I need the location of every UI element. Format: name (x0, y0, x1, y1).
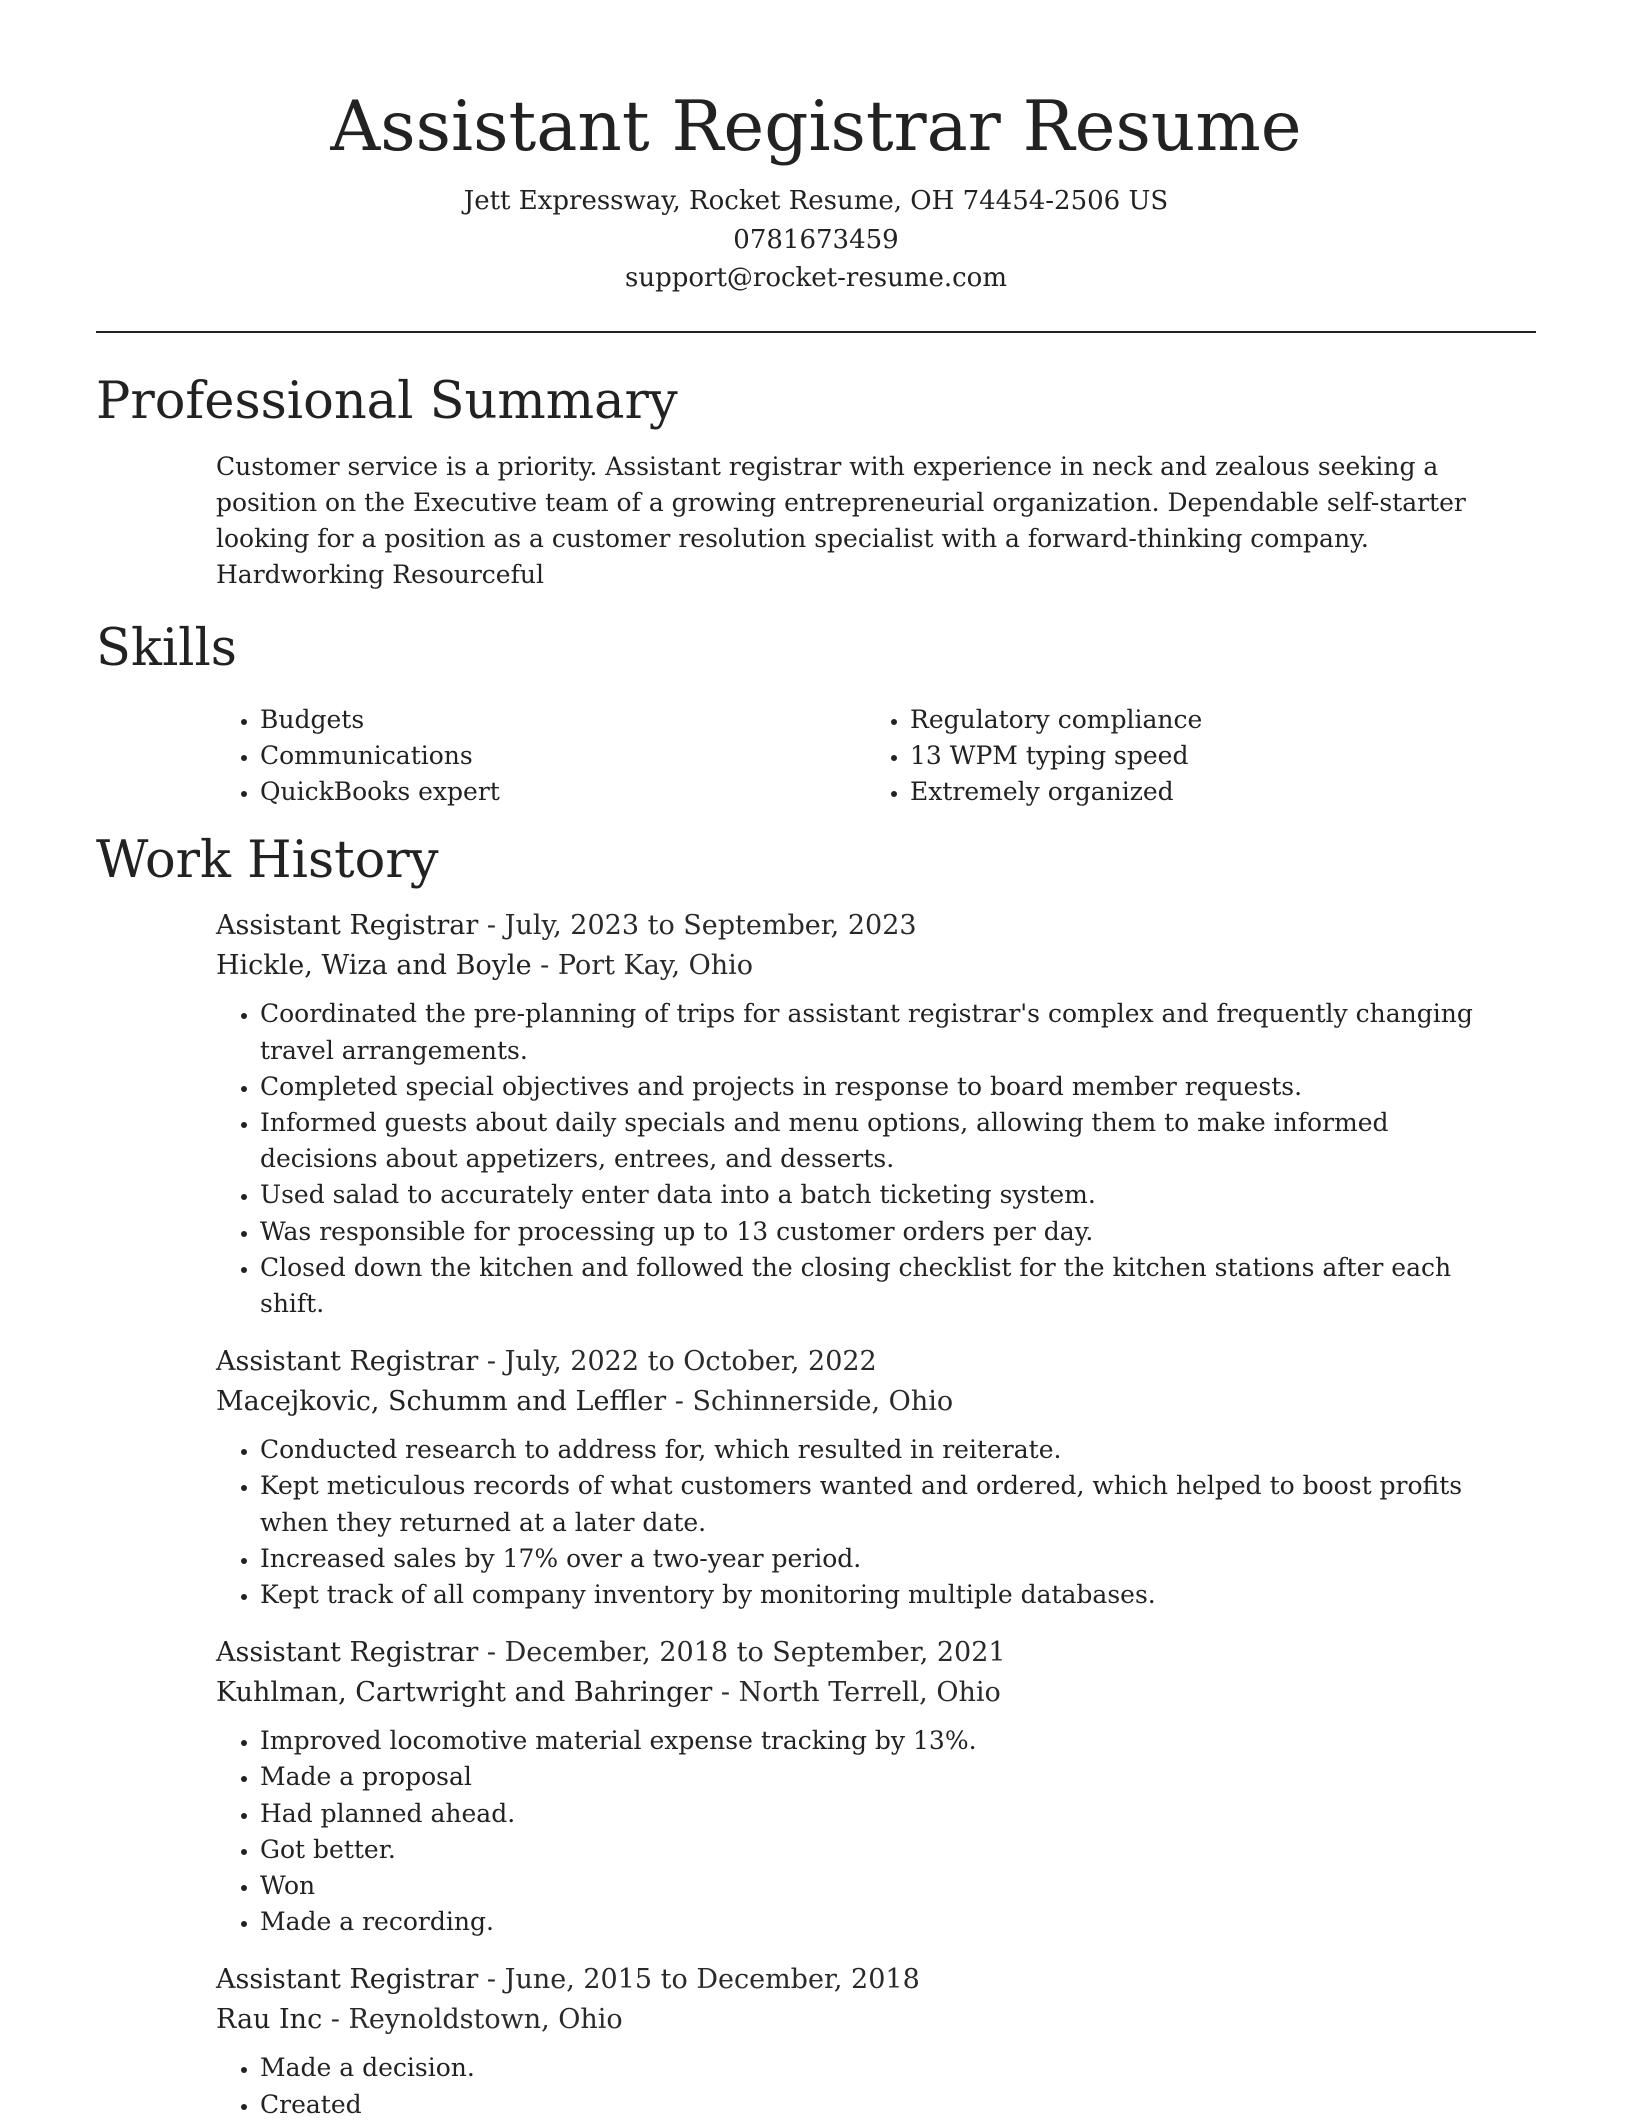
job-bullet: • Had planned ahead. (260, 1796, 1492, 1832)
job-separator: - (322, 2004, 349, 2036)
work-history-heading: Work History (96, 831, 439, 891)
skill-item: • Extremely organized (910, 774, 1516, 810)
skill-item: • Regulatory compliance (910, 702, 1516, 738)
summary-text: Customer service is a priority. Assistant registrar with experience in neck and zealous seeking a position on the Executive team of a growing entrepreneurial organization. Dependable self-starter looking for a position as a customer resolution specialist with a forward-thinking company. Hardworking Resourceful (216, 451, 1466, 590)
job-separator: - (712, 1677, 739, 1709)
contact-email: support@rocket-resume.com (624, 263, 1007, 293)
job-bullet: • Informed guests about daily specials and menu options, allowing them to make informed decisions about appetizers, entrees, and desserts. (260, 1105, 1492, 1177)
job-location: Schinnerside, Ohio (692, 1386, 954, 1418)
job-company: Kuhlman, Cartwright and Bahringer (216, 1677, 713, 1709)
job-location: Reynoldstown, Ohio (348, 2004, 623, 2036)
job-separator: - (478, 1637, 505, 1669)
job-bullet: • Was responsible for processing up to 13 customer orders per day. (260, 1214, 1492, 1250)
skills-grid (216, 702, 1536, 810)
job-separator: - (478, 1346, 505, 1378)
job-company-line (216, 1382, 1536, 1422)
skills-column-left (216, 702, 866, 810)
skill-item: • 13 WPM typing speed (910, 738, 1516, 774)
job-entry (216, 1960, 1536, 2122)
job-role: Assistant Registrar (216, 910, 479, 942)
job-separator: - (531, 950, 558, 982)
job-title-line (216, 1960, 1536, 2000)
job-title-line (216, 1633, 1536, 1673)
job-role: Assistant Registrar (216, 1964, 479, 1996)
job-bullet: • Increased sales by 17% over a two-year period. (260, 1541, 1492, 1577)
skills-heading: Skills (96, 619, 237, 679)
job-company: Rau Inc (216, 2004, 323, 2036)
job-dates: July, 2023 to September, 2023 (504, 910, 917, 942)
job-title-line (216, 906, 1536, 946)
job-company: Macejkovic, Schumm and Leffler (216, 1386, 667, 1418)
job-separator: - (478, 1964, 505, 1996)
resume-page (96, 0, 1536, 2123)
job-bullet: • Conducted research to address for, which resulted in reiterate. (260, 1432, 1492, 1468)
job-bullet: • Completed special objectives and projects in response to board member requests. (260, 1069, 1492, 1105)
skill-item: • Budgets (260, 702, 866, 738)
summary-heading: Professional Summary (96, 371, 678, 431)
job-dates: June, 2015 to December, 2018 (504, 1964, 920, 1996)
job-dates: December, 2018 to September, 2021 (504, 1637, 1006, 1669)
skill-item: • QuickBooks expert (260, 774, 866, 810)
job-bullet: • Coordinated the pre-planning of trips for assistant registrar's complex and frequently changing travel arrangements. (260, 996, 1492, 1068)
job-bullet: • Won (260, 1868, 1492, 1904)
job-bullet: • Closed down the kitchen and followed the closing checklist for the kitchen stations after each shift. (260, 1250, 1492, 1322)
job-role: Assistant Registrar (216, 1346, 479, 1378)
job-separator: - (666, 1386, 693, 1418)
job-bullet: • Used salad to accurately enter data into a batch ticketing system. (260, 1177, 1492, 1213)
job-company-line (216, 1673, 1536, 1713)
header-divider (96, 331, 1536, 333)
job-company-line (216, 946, 1536, 986)
job-bullet: • Made a recording. (260, 1904, 1492, 1940)
skills-column-right (866, 702, 1516, 810)
job-entry (216, 906, 1536, 1322)
job-company-line (216, 2000, 1536, 2040)
job-bullet: • Made a proposal (260, 1759, 1492, 1795)
job-entry (216, 1342, 1536, 1613)
skill-item: • Communications (260, 738, 866, 774)
resume-title: Assistant Registrar Resume (330, 87, 1302, 167)
job-title-line (216, 1342, 1536, 1382)
job-location: Port Kay, Ohio (557, 950, 754, 982)
job-bullets (216, 1432, 1492, 1613)
job-bullets (216, 996, 1492, 1322)
job-location: North Terrell, Ohio (738, 1677, 1001, 1709)
contact-block (96, 182, 1536, 298)
contact-address: Jett Expressway, Rocket Resume, OH 74454-2506 US (463, 186, 1169, 216)
job-entry (216, 1633, 1536, 1940)
job-bullet: • Created (260, 2087, 1492, 2123)
job-bullet: • Kept meticulous records of what customers wanted and ordered, which helped to boost profits when they returned at a later date. (260, 1468, 1492, 1540)
contact-phone: 0781673459 (733, 224, 899, 255)
job-bullet: • Improved locomotive material expense tracking by 13%. (260, 1723, 1492, 1759)
job-role: Assistant Registrar (216, 1637, 479, 1669)
job-company: Hickle, Wiza and Boyle (216, 950, 532, 982)
job-bullet: • Kept track of all company inventory by monitoring multiple databases. (260, 1577, 1492, 1613)
job-dates: July, 2022 to October, 2022 (504, 1346, 877, 1378)
job-separator: - (478, 910, 505, 942)
job-bullet: • Made a decision. (260, 2050, 1492, 2086)
job-bullet: • Got better. (260, 1832, 1492, 1868)
job-bullets (216, 1723, 1492, 1940)
